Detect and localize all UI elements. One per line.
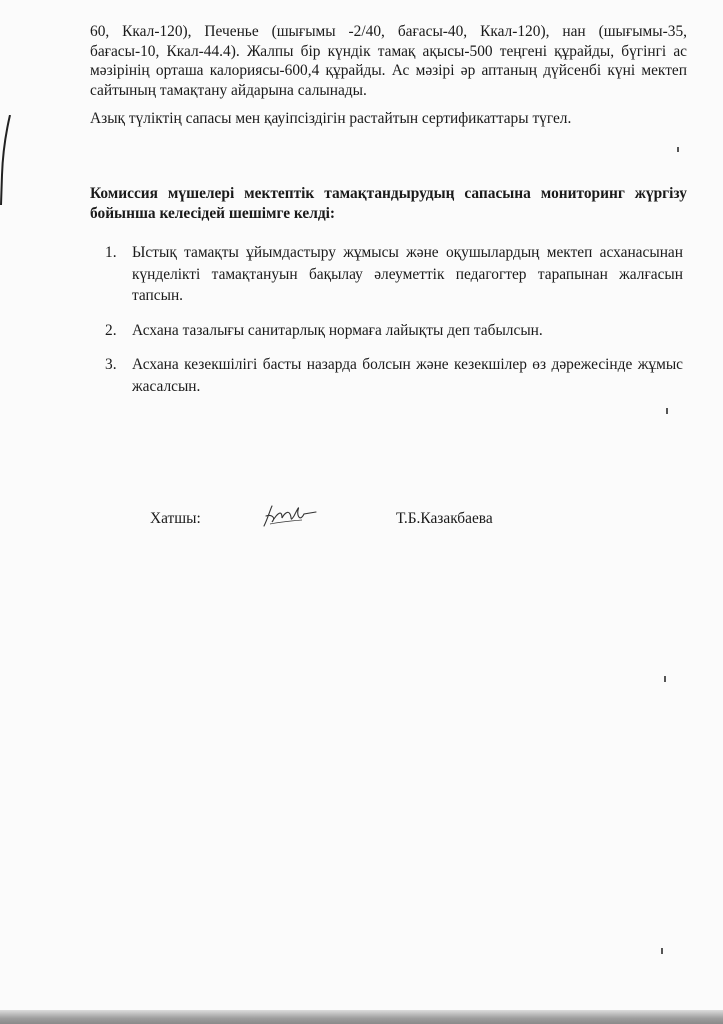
decision-number: 1. <box>105 244 117 261</box>
decision-item <box>105 354 683 397</box>
signature-block <box>150 500 600 540</box>
decision-text: Асхана кезекшілігі басты назарда болсын және кезекшілер өз дәрежесінде жұмыс жасалсын. <box>132 356 683 395</box>
secretary-label: Хатшы: <box>150 510 201 527</box>
scan-speck <box>666 408 668 414</box>
decision-list <box>105 242 683 410</box>
decision-number: 3. <box>105 356 117 373</box>
handwritten-signature <box>260 500 320 534</box>
decision-item <box>105 242 683 307</box>
scan-edge-mark <box>0 115 12 205</box>
scan-speck <box>661 948 663 954</box>
scan-speck <box>677 147 679 152</box>
decision-item <box>105 320 683 342</box>
decision-number: 2. <box>105 321 117 339</box>
secretary-name: Т.Б.Казакбаева <box>396 510 493 527</box>
decision-heading: Комиссия мүшелері мектептік тамақтандырудың сапасына мониторинг жүргізу бойынша келесідей шешімге келді: <box>90 185 687 222</box>
decision-text: Асхана тазалығы санитарлық нормаға лайықты деп табылсын. <box>132 321 543 339</box>
intro-paragraph: 60, Ккал-120), Печенье (шығымы -2/40, бағасы-40, Ккал-120), нан (шығымы-35, бағасы-10, Ккал-44.4). Жалпы бір күндік тамақ ақысы-500 теңгені құрайды, бүгінгі ас мәзірінің орташа калориясы-600,4 құрайды. Ас мәзірі әр аптаның дүйсенбі күні мектеп сайтының тамақтану айдарына салынады. <box>90 23 687 99</box>
scan-bottom-edge <box>0 1010 723 1024</box>
scan-speck <box>664 676 666 682</box>
decision-text: Ыстық тамақты ұйымдастыру жұмысы және оқушылардың мектеп асханасынан күнделікті тамақтануын бақылау әлеуметтік педагогтер тарапынан жалғасын тапсын. <box>132 244 683 304</box>
certificate-line: Азық түліктің сапасы мен қауіпсіздігін растайтын сертификаттары түгел. <box>90 110 572 127</box>
